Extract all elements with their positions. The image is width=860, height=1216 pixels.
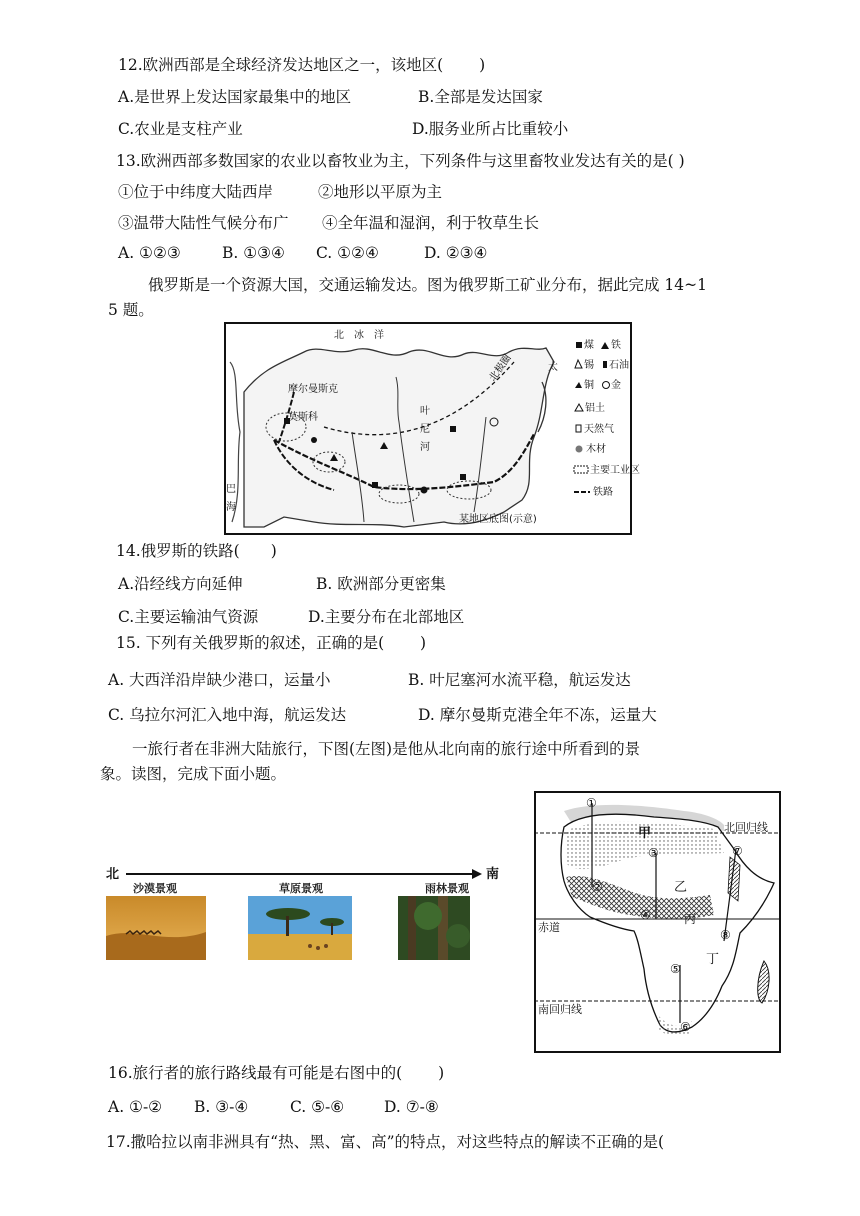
q14-option-b: B. 欧洲部分更密集: [316, 575, 446, 593]
q13-option-c: C. ①②④: [316, 244, 379, 262]
pacific-label: 太: [548, 362, 558, 373]
grassland-photo: [248, 896, 352, 960]
q16-stem: 16.旅行者的旅行路线最有可能是右图中的( ): [108, 1064, 445, 1082]
yenisei-char-1: 叶: [420, 406, 430, 417]
yenisei-char-2: 尼: [420, 424, 430, 435]
yenisei-char-3: 河: [420, 442, 430, 453]
desert-photo: [106, 896, 206, 960]
region-jia: 甲: [638, 826, 652, 841]
legend-lumber: 木材: [586, 444, 606, 455]
q15-stem: 15. 下列有关俄罗斯的叙述，正确的是( ): [116, 634, 427, 652]
region-bing: 丙: [684, 912, 697, 926]
point-3: ③: [648, 846, 659, 860]
q13-option-d: D. ②③④: [424, 244, 488, 262]
q15-option-b: B. 叶尼塞河水流平稳，航运发达: [408, 671, 631, 689]
q12-option-c: C.农业是支柱产业: [118, 120, 243, 138]
q16-option-b: B. ③-④: [194, 1098, 249, 1116]
point-8: ⑧: [720, 928, 731, 942]
q14-option-d: D.主要分布在北部地区: [308, 608, 465, 626]
arctic-circle-label: 北极圈: [487, 352, 514, 384]
point-6: ⑥: [680, 1020, 691, 1034]
q15-option-d: D. 摩尔曼斯克港全年不冻，运量大: [418, 706, 657, 724]
q14-stem: 14.俄罗斯的铁路( ): [116, 542, 277, 560]
region-ding: 丁: [706, 952, 720, 967]
murmansk-label: 摩尔曼斯克: [288, 384, 338, 395]
q13-option-a: A. ①②③: [118, 244, 181, 262]
legend-industrial: 主要工业区: [590, 465, 640, 476]
q13-statement-2: ②地形以平原为主: [318, 183, 443, 201]
q13-option-b: B. ①③④: [222, 244, 285, 262]
intro-14-line1: 俄罗斯是一个资源大国，交通运输发达。图为俄罗斯工矿业分布，据此完成 14~1: [148, 276, 708, 294]
q14-option-c: C.主要运输油气资源: [118, 608, 259, 626]
q13-statement-4: ④全年温和湿润，利于牧草生长: [322, 214, 540, 232]
q13-statement-3: ③温带大陆性气候分布广: [118, 214, 289, 232]
q15-option-c: C. 乌拉尔河汇入地中海，航运发达: [108, 706, 347, 724]
legend-coal: 煤: [584, 340, 594, 351]
legend-gas: 天然气: [584, 424, 614, 435]
rainforest-photo: [398, 896, 470, 960]
q12-option-a: A.是世界上发达国家最集中的地区: [118, 88, 352, 106]
point-2: ②: [592, 880, 603, 894]
map-note: 某地区底图(示意): [459, 514, 537, 525]
q16-option-d: D. ⑦-⑧: [384, 1098, 439, 1116]
legend-gold: 金: [611, 380, 621, 391]
legend-bauxite: 铝土: [585, 403, 605, 414]
baltic-char-2: 海: [226, 502, 236, 513]
region-yi: 乙: [674, 880, 688, 895]
legend-oil: 石油: [609, 360, 629, 371]
q15-option-a: A. 大西洋沿岸缺少港口，运量小: [108, 671, 331, 689]
point-7: ⑦: [732, 844, 743, 858]
africa-map: [534, 791, 781, 1053]
q12-option-d: D.服务业所占比重较小: [412, 120, 569, 138]
baltic-char-1: 巴: [226, 484, 236, 495]
legend-copper: 铜: [584, 380, 594, 391]
rainforest-label: 雨林景观: [425, 882, 469, 895]
intro-16-line1: 一旅行者在非洲大陆旅行，下图(左图)是他从北向南的旅行途中所看到的景: [132, 740, 641, 758]
desert-label: 沙漠景观: [133, 882, 177, 895]
q17-stem: 17.撒哈拉以南非洲具有“热、黑、富、高”的特点，对这些特点的解读不正确的是(: [106, 1133, 665, 1151]
legend-tin: 锡: [584, 360, 594, 371]
q16-option-c: C. ⑤-⑥: [290, 1098, 345, 1116]
moscow-label: 莫斯科: [288, 412, 318, 423]
north-label: 北: [106, 867, 120, 882]
point-5: ⑤: [670, 962, 681, 976]
point-1: ①: [586, 796, 597, 810]
q13-statement-1: ①位于中纬度大陆西岸: [118, 183, 274, 201]
intro-14-line2: 5 题。: [108, 301, 154, 319]
q12-stem: 12.欧洲西部是全球经济发达地区之一，该地区( ): [118, 56, 486, 74]
legend-railway: 铁路: [593, 487, 613, 498]
legend-iron: 铁: [611, 340, 621, 351]
q13-stem: 13.欧洲西部多数国家的农业以畜牧业为主，下列条件与这里畜牧业发达有关的是( ): [116, 152, 685, 170]
travel-landscape-figure: [104, 860, 504, 966]
arctic-ocean-label: 北 冰 洋: [334, 330, 384, 341]
q14-option-a: A.沿经线方向延伸: [118, 575, 243, 593]
tropic-capricorn-label: 南回归线: [538, 1003, 582, 1016]
grassland-label: 草原景观: [279, 882, 323, 895]
q12-option-b: B.全部是发达国家: [418, 88, 543, 106]
south-label: 南: [486, 867, 500, 882]
intro-16-line2: 象。读图，完成下面小题。: [100, 765, 287, 783]
russia-industry-map: [224, 322, 640, 535]
tropic-cancer-label: 北回归线: [724, 821, 768, 834]
q16-option-a: A. ①-②: [108, 1098, 163, 1116]
point-4: ④: [640, 908, 651, 922]
equator-label: 赤道: [538, 921, 560, 934]
